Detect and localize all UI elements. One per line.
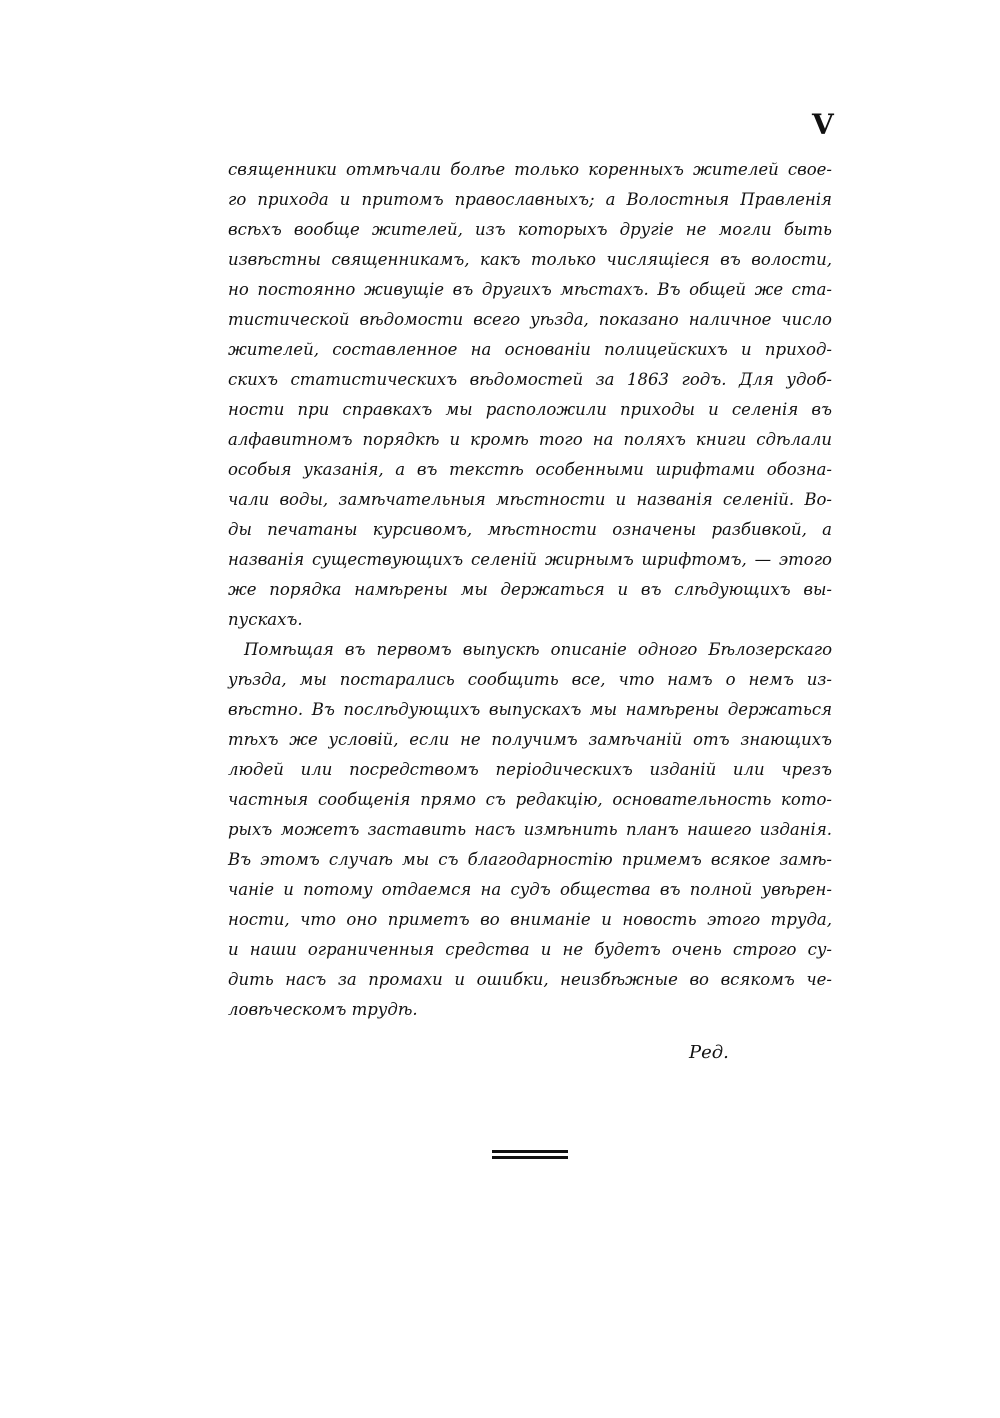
text-line: частныя сообщенія прямо съ редакцію, основательность кото- xyxy=(228,790,832,809)
text-line: людей или посредствомъ періодическихъ изданій или чрезъ xyxy=(228,760,832,779)
rule-line-bottom xyxy=(492,1156,568,1159)
text-line: священники отмѣчали болѣе только коренныхъ жителей свое- xyxy=(228,160,832,179)
body-text xyxy=(228,155,832,1025)
text-line: же порядка намѣрены мы держаться и въ слѣдующихъ вы- xyxy=(228,580,832,599)
text-line: Помѣщая въ первомъ выпускѣ описаніе одного Бѣлозерскаго xyxy=(244,640,832,659)
text-line: чали воды, замѣчательныя мѣстности и названія селеній. Во- xyxy=(228,490,832,509)
text-line: извѣстны священникамъ, какъ только числящіеся въ волости, xyxy=(228,250,832,269)
text-line: ловѣческомъ трудѣ. xyxy=(228,1000,418,1019)
text-line: названія существующихъ селеній жирнымъ шрифтомъ, — этого xyxy=(228,550,832,569)
text-line: алфавитномъ порядкѣ и кромѣ того на поляхъ книги сдѣлали xyxy=(228,430,832,449)
text-line: го прихода и притомъ православныхъ; а Волостныя Правленія xyxy=(228,190,832,209)
editor-signature: Ред. xyxy=(689,1042,729,1063)
text-line: особыя указанія, а въ текстѣ особенными шрифтами обозна- xyxy=(228,460,832,479)
text-line: тѣхъ же условій, если не получимъ замѣчаній отъ знающихъ xyxy=(228,730,832,749)
text-line: жителей, составленное на основаніи полицейскихъ и приход- xyxy=(228,340,832,359)
text-line: уѣзда, мы постарались сообщить все, что намъ о немъ из- xyxy=(228,670,832,689)
text-line: но постоянно живущіе въ другихъ мѣстахъ. Въ общей же ста- xyxy=(228,280,832,299)
rule-line-top xyxy=(492,1150,568,1153)
text-line: ды печатаны курсивомъ, мѣстности означены разбивкой, а xyxy=(228,520,832,539)
text-line: ности, что оно приметъ во вниманіе и новость этого труда, xyxy=(228,910,832,929)
text-line: пускахъ. xyxy=(228,610,303,629)
text-line: и наши ограниченныя средства и не будетъ очень строго су- xyxy=(228,940,832,959)
text-line: рыхъ можетъ заставить насъ измѣнить планъ нашего изданія. xyxy=(228,820,832,839)
text-line: ности при справкахъ мы расположили приходы и селенія въ xyxy=(228,400,832,419)
text-line: Въ этомъ случаѣ мы съ благодарностію примемъ всякое замѣ- xyxy=(228,850,832,869)
text-line: всѣхъ вообще жителей, изъ которыхъ другіе не могли быть xyxy=(228,220,832,239)
end-ornament-rule xyxy=(492,1150,568,1160)
text-line: тистической вѣдомости всего уѣзда, показано наличное число xyxy=(228,310,832,329)
page-number: V xyxy=(812,108,834,141)
text-line: дить насъ за промахи и ошибки, неизбѣжные во всякомъ че- xyxy=(228,970,832,989)
text-line: скихъ статистическихъ вѣдомостей за 1863 годъ. Для удоб- xyxy=(228,370,832,389)
text-line: чаніе и потому отдаемся на судъ общества въ полной увѣрен- xyxy=(228,880,832,899)
text-line: вѣстно. Въ послѣдующихъ выпускахъ мы намѣрены держаться xyxy=(228,700,832,719)
